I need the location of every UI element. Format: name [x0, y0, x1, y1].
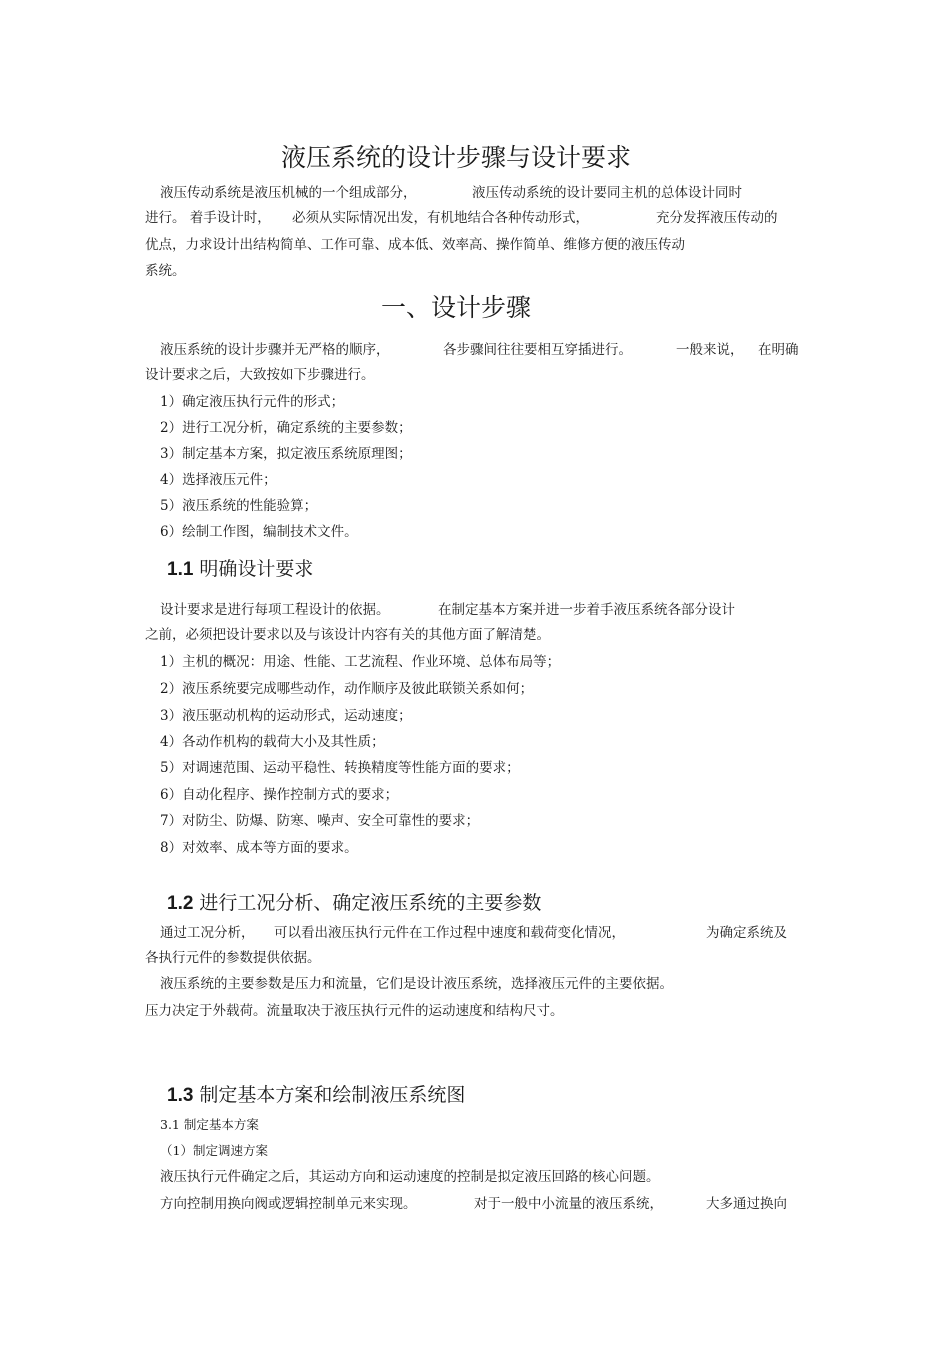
intro-line-3: 优点，力求设计出结构简单、工作可靠、成本低、效率高、操作简单、维修方便的液压传动 [145, 237, 685, 253]
steps-intro-c: 一般来说， [676, 342, 744, 358]
requirement-item: 3）液压驱动机构的运动形式，运动速度； [160, 708, 412, 724]
requirement-item: 8）对效率、成本等方面的要求。 [160, 840, 358, 856]
intro-line-2a: 进行。 着手设计时， [145, 210, 271, 226]
s13-subheading: 3.1 制定基本方案 [160, 1117, 259, 1132]
step-item: 5）液压系统的性能验算； [160, 498, 318, 514]
s13-para-line-1: 液压执行元件确定之后，其运动方向和运动速度的控制是拟定液压回路的核心问题。 [160, 1169, 660, 1185]
intro-line-2c: 充分发挥液压传动的 [656, 210, 778, 226]
subsection-heading-1-1 [167, 557, 313, 582]
step-item: 6）绘制工作图，编制技术文件。 [160, 524, 358, 540]
requirement-item: 6）自动化程序、操作控制方式的要求； [160, 787, 399, 803]
requirement-item: 7）对防尘、防爆、防寒、噪声、安全可靠性的要求； [160, 813, 480, 829]
requirement-item: 2）液压系统要完成哪些动作，动作顺序及彼此联锁关系如何； [160, 681, 534, 697]
s11-para-line-2: 之前，必须把设计要求以及与该设计内容有关的其他方面了解清楚。 [145, 627, 550, 643]
s12-para-line-3: 液压系统的主要参数是压力和流量，它们是设计液压系统，选择液压元件的主要依据。 [160, 976, 673, 992]
intro-line-1b: 液压传动系统的设计要同主机的总体设计同时 [472, 185, 742, 201]
s12-para-b: 可以看出液压执行元件在工作过程中速度和载荷变化情况， [274, 925, 625, 941]
subsection-heading-1-3 [167, 1083, 465, 1108]
steps-intro-b: 各步骤间往往要相互穿插进行。 [443, 342, 632, 358]
subsection-title: 明确设计要求 [199, 558, 314, 580]
s11-para-a: 设计要求是进行每项工程设计的依据。 [160, 602, 390, 618]
steps-intro-a: 液压系统的设计步骤并无严格的顺序， [160, 342, 390, 358]
subsection-number: 1.1 [167, 559, 194, 580]
s11-para-b: 在制定基本方案并进一步着手液压系统各部分设计 [438, 602, 735, 618]
s13-subsubheading: （1）制定调速方案 [160, 1143, 268, 1158]
intro-line-2b: 必须从实际情况出发，有机地结合各种传动形式， [292, 210, 589, 226]
page-title: 液压系统的设计步骤与设计要求 [280, 143, 631, 172]
intro-line-4: 系统。 [145, 263, 186, 279]
requirement-item: 4）各动作机构的载荷大小及其性质； [160, 734, 385, 750]
s13-para-a: 方向控制用换向阀或逻辑控制单元来实现。 [160, 1196, 417, 1212]
subsection-title: 制定基本方案和绘制液压系统图 [199, 1084, 466, 1106]
subsection-number: 1.2 [167, 893, 194, 914]
s13-para-b: 对于一般中小流量的液压系统， [474, 1196, 663, 1212]
requirement-item: 5）对调速范围、运动平稳性、转换精度等性能方面的要求； [160, 760, 520, 776]
requirement-item: 1）主机的概况：用途、性能、工艺流程、作业环境、总体布局等； [160, 654, 561, 670]
subsection-heading-1-2 [167, 891, 541, 916]
steps-intro-line-2: 设计要求之后，大致按如下步骤进行。 [145, 367, 375, 383]
section-heading: 一、设计步骤 [380, 293, 531, 322]
step-item: 4）选择液压元件； [160, 472, 277, 488]
step-item: 2）进行工况分析，确定系统的主要参数； [160, 420, 412, 436]
s12-para-line-2: 各执行元件的参数提供依据。 [145, 950, 321, 966]
step-item: 3）制定基本方案，拟定液压系统原理图； [160, 446, 412, 462]
s13-para-c: 大多通过换向 [706, 1196, 787, 1212]
step-item: 1）确定液压执行元件的形式； [160, 394, 345, 410]
intro-line-1a: 液压传动系统是液压机械的一个组成部分， [160, 185, 417, 201]
steps-intro-d: 在明确 [758, 342, 799, 358]
s12-para-line-4: 压力决定于外载荷。流量取决于液压执行元件的运动速度和结构尺寸。 [145, 1003, 564, 1019]
s12-para-c: 为确定系统及 [706, 925, 787, 941]
subsection-number: 1.3 [167, 1085, 194, 1106]
s12-para-a: 通过工况分析， [160, 925, 255, 941]
subsection-title: 进行工况分析、确定液压系统的主要参数 [199, 892, 542, 914]
